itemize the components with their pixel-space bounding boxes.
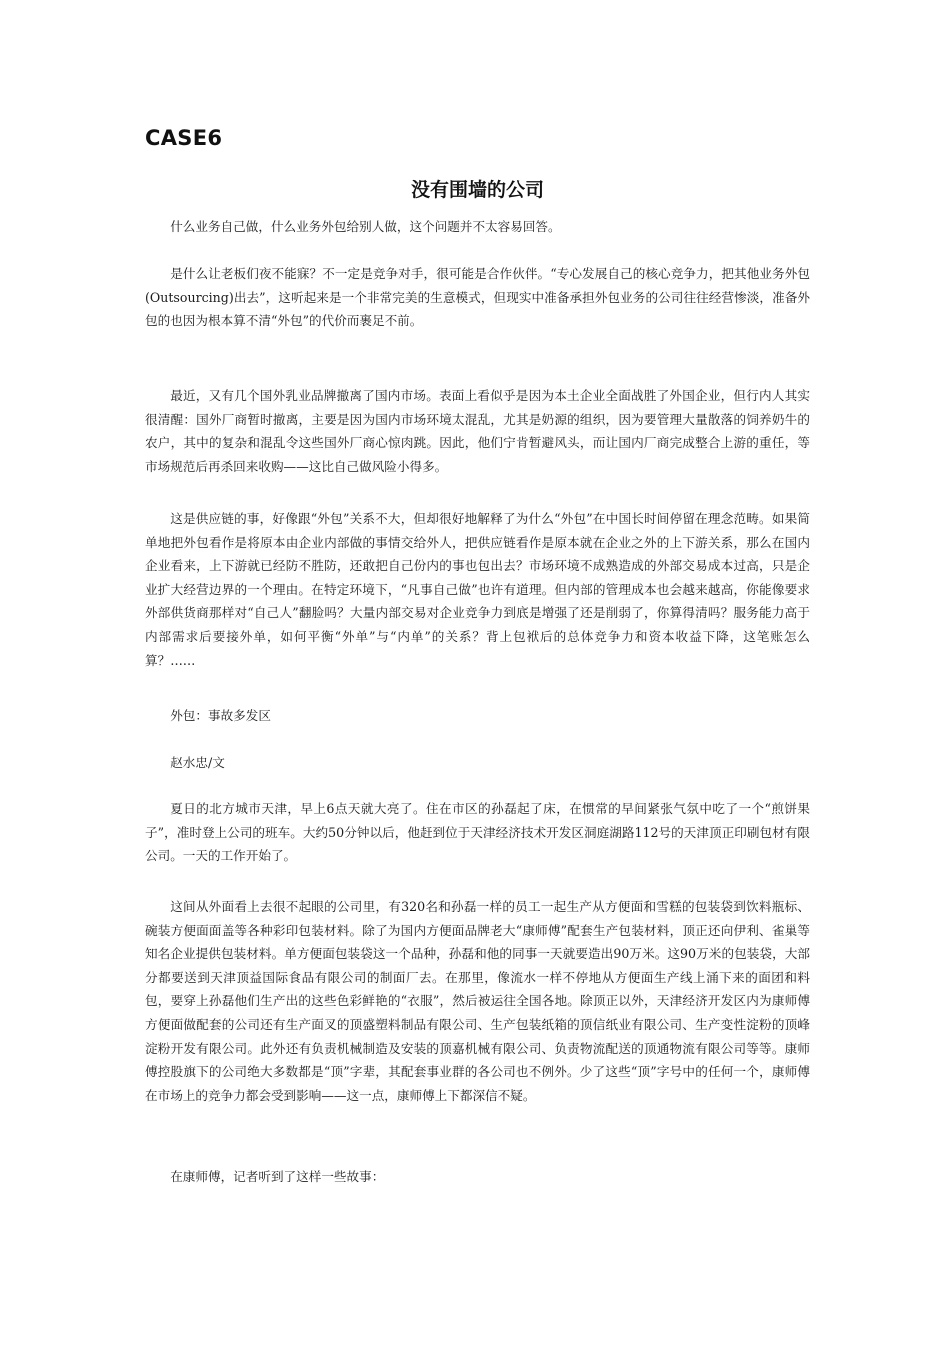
body-paragraph: 这是供应链的事，好像跟“外包”关系不大，但却很好地解释了为什么“外包”在中国长时间停留在理念范畴。如果简单地把外包看作是将原本由企业内部做的事情交给外人，把供应链看作是原本就在企业之外的上下游关系，那么在国内企业看来，上下游就已经防不胜防，还敢把自己份内的事也包出去？市场环境不成熟造成的外部交易成本过高，只是企业扩大经营边界的一个理由。在特定环境下，“凡事自己做”也许有道理。但内部的管理成本也会越来越高，你能像要求外部供货商那样对“自己人”翻脸吗？大量内部交易对企业竞争力到底是增强了还是削弱了，你算得清吗？服务能力高于内部需求后要接外单，如何平衡“外单”与“内单”的关系？背上包袱后的总体竞争力和资本收益下降，这笔账怎么算？…… [145,511,810,668]
body-paragraph: 这间从外面看上去很不起眼的公司里，有320名和孙磊一样的员工一起生产从方便面和雪糕的包装袋到饮料瓶标、碗装方便面面盖等各种彩印包装材料。除了为国内方便面品牌老大“康师傅”配套生产包装材料，顶正还向伊利、雀巢等知名企业提供包装材料。单方便面包装袋这一个品种，孙磊和他的同事一天就要造出90万米。这90万米的包装袋，大部分都要送到天津顶益国际食品有限公司的制面厂去。在那里，像流水一样不停地从方便面生产线上涌下来的面团和料包，要穿上孙磊他们生产出的这些色彩鲜艳的“衣服”，然后被运往全国各地。除顶正以外，天津经济开发区内为康师傅方便面做配套的公司还有生产面叉的顶盛塑料制品有限公司、生产包装纸箱的顶信纸业有限公司、生产变性淀粉的顶峰淀粉开发有限公司。此外还有负责机械制造及安装的顶嘉机械有限公司、负责物流配送的顶通物流有限公司等等。康师傅控股旗下的公司绝大多数都是“顶”字辈，其配套事业群的各公司也不例外。少了这些“顶”字号中的任何一个，康师傅在市场上的竞争力都会受到影响——这一点，康师傅上下都深信不疑。 [145,899,810,1103]
article-title: 没有围墙的公司 [410,179,544,201]
body-paragraph: 在康师傅，记者听到了这样一些故事： [170,1169,385,1184]
intro-paragraph: 什么业务自己做，什么业务外包给别人做，这个问题并不太容易回答。 [170,219,561,234]
section-heading: 外包：事故多发区 [170,708,271,723]
body-paragraph: 是什么让老板们夜不能寐？不一定是竞争对手，很可能是合作伙伴。“专心发展自己的核心竞争力，把其他业务外包(Outsourcing)出去”，这听起来是一个非常完美的生意模式，但现实中准备承担外包业务的公司往往经营惨淡，准备外包的也因为根本算不清“外包”的代价而裹足不前。 [145,266,810,329]
body-paragraph: 夏日的北方城市天津，早上6点天就大亮了。住在市区的孙磊起了床，在惯常的早间紧张气氛中吃了一个“煎饼果子”，准时登上公司的班车。大约50分钟以后，他赶到位于天津经济技术开发区洞庭湖路112号的天津顶正印刷包材有限公司。一天的工作开始了。 [145,801,810,864]
author-line: 赵水忠/文 [170,755,225,770]
body-paragraph: 最近，又有几个国外乳业品牌撤离了国内市场。表面上看似乎是因为本土企业全面战胜了外国企业，但行内人其实很清醒：国外厂商暂时撤离，主要是因为国内市场环境太混乱，尤其是奶源的组织，因为要管理大量散落的饲养奶牛的农户，其中的复杂和混乱令这些国外厂商心惊肉跳。因此，他们宁肯暂避风头，而让国内厂商完成整合上游的重任，等市场规范后再杀回来收购——这比自己做风险小得多。 [145,388,810,474]
case-label: CASE6 [145,126,223,150]
